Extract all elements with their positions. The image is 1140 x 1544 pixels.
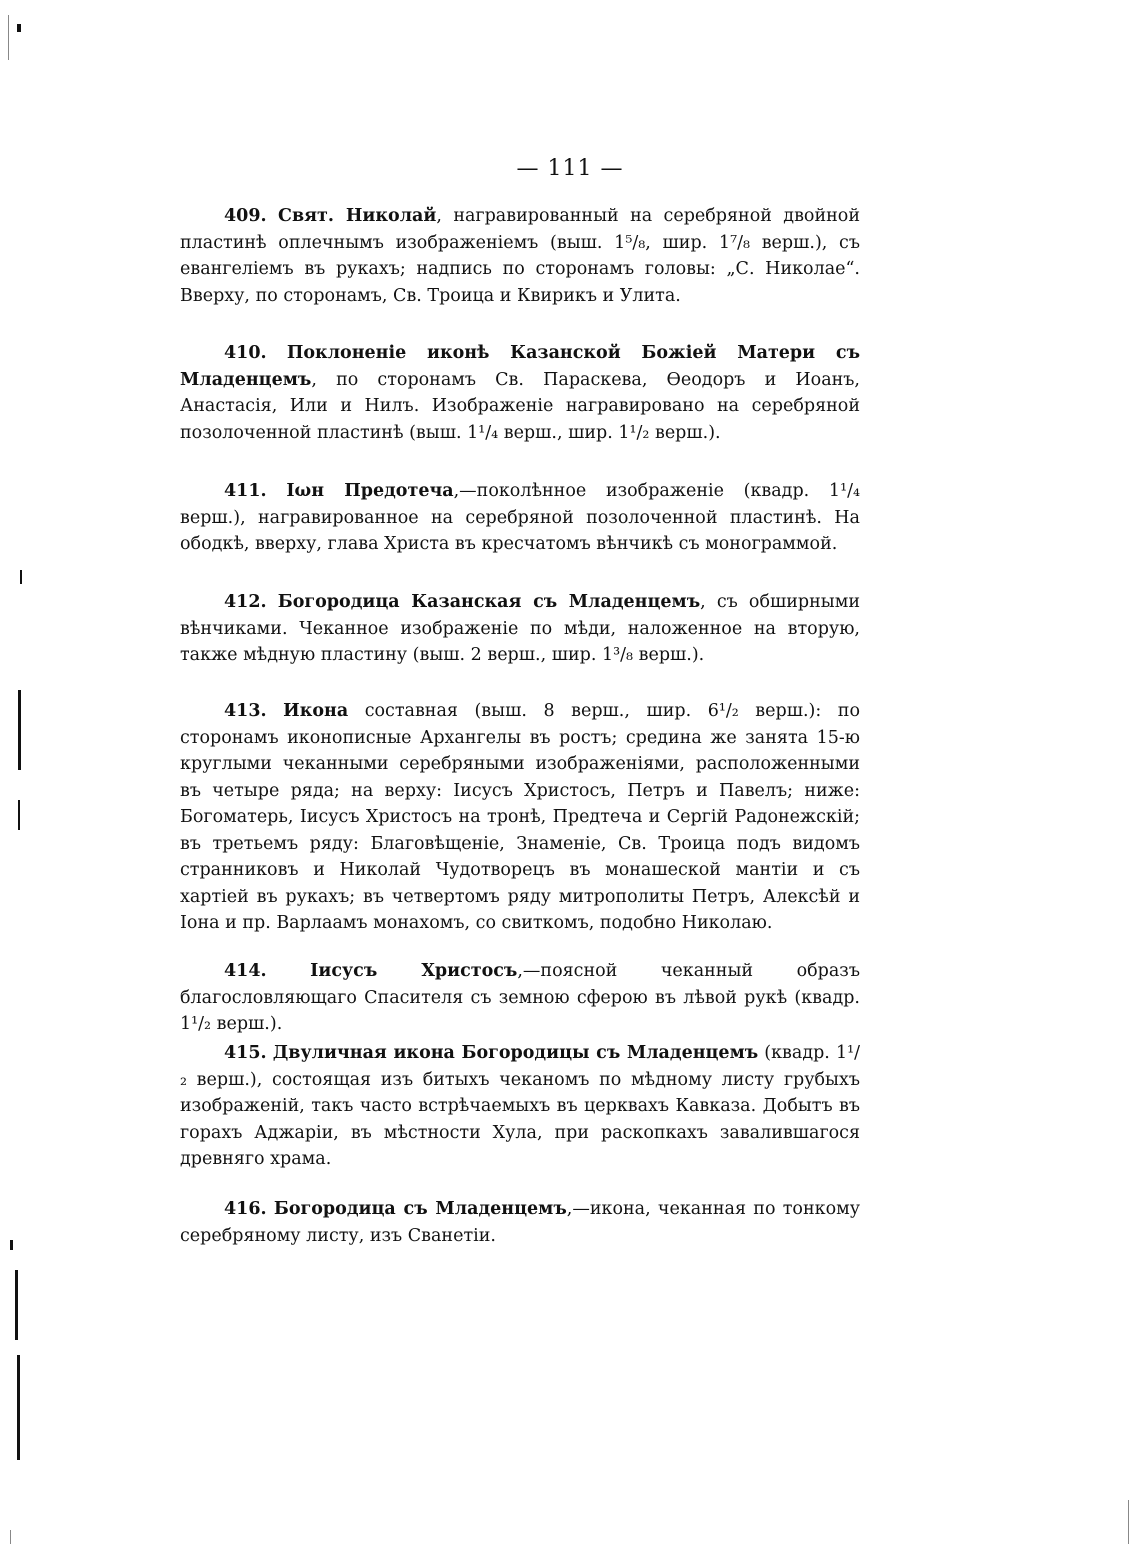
scan-edge-mark bbox=[1128, 1500, 1129, 1544]
entry-title: Икона bbox=[283, 701, 349, 721]
entry-413 bbox=[180, 698, 860, 937]
entry-number: 413. bbox=[224, 701, 267, 721]
entry-text: составная (выш. 8 верш., шир. 6¹/₂ верш.): по сторонамъ иконописные Архангелы въ ростъ; средина же занята 15-ю круглыми чеканными серебряными изображеніями, расположенными въ четыре ряда; на верху: Іисусъ Христосъ, Петръ и Павелъ; ниже: Богоматерь, Іисусъ Христосъ на тронѣ, Предтеча и Сергій Радонежскій; въ третьемъ ряду: Благовѣщеніе, Знаменіе, Св. Троица подъ видомъ странниковъ и Николай Чудотворецъ въ монашеской мантіи и съ хартіей въ рукахъ; въ четвертомъ ряду митрополиты Петръ, Алексѣй и Іона и пр. Варлаамъ монахомъ, со свиткомъ, подобно Николаю. bbox=[180, 701, 860, 933]
entry-title: Іωн Предотеча bbox=[286, 481, 454, 501]
scan-edge-mark bbox=[17, 24, 21, 32]
entry-416 bbox=[180, 1196, 860, 1249]
entry-text: , по сторонамъ Св. Параскева, Ѳеодоръ и Иоанъ, Анастасія, Или и Нилъ. Изображеніе награвировано на серебряной позолоченной пластинѣ (выш. 1¹/₄ верш., шир. 1¹/₂ верш.). bbox=[180, 369, 860, 443]
entry-411 bbox=[180, 478, 860, 558]
entry-409 bbox=[180, 203, 860, 309]
entry-title: Богородица съ Младенцемъ bbox=[273, 1199, 567, 1219]
entry-text: , награвированный на серебряной двойной пластинѣ оплечнымъ изображеніемъ (выш. 1⁵/₈, шир. 1⁷/₈ верш.), съ евангеліемъ въ рукахъ; надпись по сторонамъ головы: „С. Николае“. Вверху, по сторонамъ, Св. Троица и Квирикъ и Улита. bbox=[180, 206, 860, 306]
entry-title: Свят. Николай bbox=[278, 206, 437, 226]
entry-text: ,—поколѣнное изображеніе (квадр. 1¹/₄ верш.), награвированное на серебряной позолоченной пластинѣ. На ободкѣ, вверху, глава Христа въ кресчатомъ вѣнчикѣ съ монограммой. bbox=[180, 481, 860, 554]
entry-number: 412. bbox=[224, 592, 267, 612]
entry-title: Поклоненіе иконѣ Казанской Божіей Матери съ Младенцемъ bbox=[180, 343, 860, 390]
entry-415 bbox=[180, 1040, 860, 1173]
entry-text: ,—икона, чеканная по тонкому серебряному листу, изъ Сванетіи. bbox=[180, 1199, 861, 1246]
scan-edge-mark bbox=[17, 1355, 20, 1460]
scan-edge-mark bbox=[20, 570, 22, 584]
scan-edge-mark bbox=[10, 1530, 11, 1544]
scan-edge-mark bbox=[18, 800, 20, 830]
scan-edge-mark bbox=[18, 690, 21, 770]
page-number: — 111 — bbox=[516, 156, 624, 181]
entry-title: Іисусъ Христосъ bbox=[310, 961, 518, 981]
entry-text: , съ обширными вѣнчиками. Чеканное изображеніе по мѣди, наложенное на вторую, также мѣдную пластину (выш. 2 верш., шир. 1³/₈ верш.). bbox=[180, 592, 860, 665]
scan-edge-mark bbox=[8, 15, 9, 60]
scan-edge-mark bbox=[15, 1270, 18, 1340]
scan-edge-mark bbox=[10, 1240, 13, 1250]
entry-number: 409. bbox=[224, 206, 267, 226]
entry-text: ,—поясной чеканный образъ благословляющаго Спасителя съ земною сферою въ лѣвой рукѣ (квадр. 1¹/₂ верш.). bbox=[180, 961, 860, 1034]
entry-title: Двуличная икона Богородицы съ Младенцемъ bbox=[272, 1043, 759, 1063]
entry-number: 414. bbox=[224, 961, 267, 981]
entry-text: (квадр. 1¹/₂ верш.), состоящая изъ битыхъ чеканомъ по мѣдному листу грубыхъ изображеній, такъ часто встрѣчаемыхъ въ церквахъ Кавказа. Добытъ въ горахъ Аджаріи, въ мѣстности Хула, при раскопкахъ завалившагося древняго храма. bbox=[180, 1043, 861, 1169]
entry-410 bbox=[180, 340, 860, 446]
entry-number: 410. bbox=[224, 343, 267, 363]
entry-412 bbox=[180, 589, 860, 669]
entry-number: 415. bbox=[224, 1043, 267, 1063]
entry-number: 411. bbox=[224, 481, 267, 501]
entry-414 bbox=[180, 958, 860, 1038]
entry-number: 416. bbox=[224, 1199, 267, 1219]
entry-title: Богородица Казанская съ Младенцемъ bbox=[277, 592, 701, 612]
